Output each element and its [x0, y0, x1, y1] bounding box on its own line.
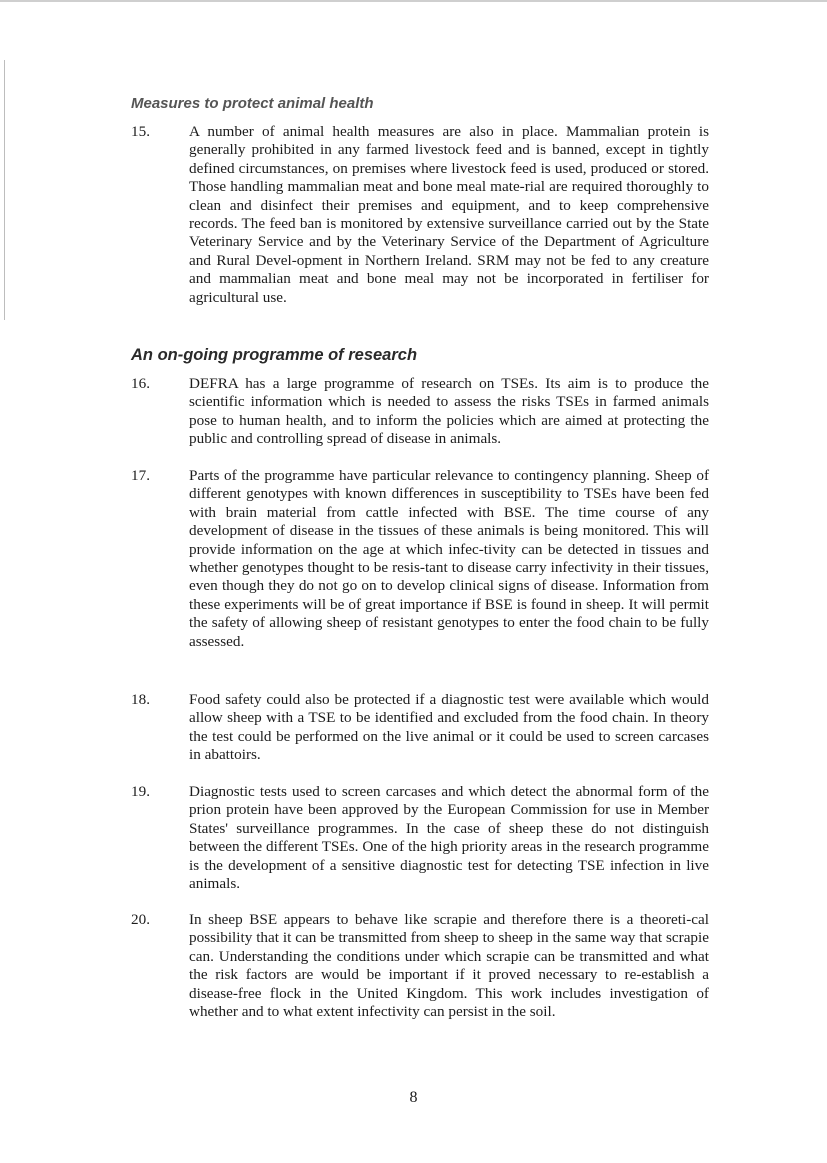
paragraph-15 — [131, 123, 709, 307]
scan-edge-top — [0, 0, 827, 2]
paragraph-20 — [131, 911, 709, 1021]
paragraph-number: 16. — [131, 375, 150, 392]
paragraph-17 — [131, 467, 709, 651]
paragraph-18 — [131, 691, 709, 765]
paragraph-number: 17. — [131, 467, 150, 484]
paragraph-19 — [131, 783, 709, 893]
paragraph-number: 15. — [131, 123, 150, 140]
page-number: 8 — [409, 1089, 418, 1106]
paragraph-text: Diagnostic tests used to screen carcases and which detect the abnormal form of the prion protein have been approved by the European Commission for use in Member States' surveillance programmes. In the case of sheep these do not distinguish between the different TSEs. One of the high priority areas in the research programme is the development of a sensitive diagnostic test for detecting TSE infection in live animals. — [189, 783, 709, 893]
section-heading-research: An on-going programme of research — [131, 346, 418, 364]
paragraph-text: A number of animal health measures are also in place. Mammalian protein is generally prohibited in any farmed livestock feed and is banned, except in tightly defined circumstances, on premises where livestock feed is used, produced or stored. Those handling mammalian meat and bone meal mate-rial are required thoroughly to clean and disinfect their premises and equipment, and to keep comprehensive records. The feed ban is monitored by extensive surveillance carried out by the State Veterinary Service and by the Veterinary Service of the Department of Agriculture and Rural Devel-opment in Northern Ireland. SRM may not be fed to any creature and mammalian meat and bone meal may not be incorporated in fertiliser for agricultural use. — [189, 123, 709, 306]
paragraph-text: Food safety could also be protected if a diagnostic test were available which would allow sheep with a TSE to be identified and excluded from the food chain. In theory the test could be performed on the live animal or it could be used to screen carcases in abattoirs. — [189, 691, 709, 764]
section-heading-animal-health: Measures to protect animal health — [131, 95, 374, 112]
paragraph-number: 19. — [131, 783, 150, 800]
paragraph-number: 20. — [131, 911, 150, 928]
paragraph-text: In sheep BSE appears to behave like scrapie and therefore there is a theoreti-cal possibility that it can be transmitted from sheep to sheep in the same way that scrapie can. Understanding the conditions under which scrapie can be transmitted and what the risk factors are would be important if it proved necessary to re-establish a disease-free flock in the United Kingdom. This work includes investigation of whether and to what extent infectivity can persist in the soil. — [189, 911, 709, 1021]
scan-edge-left — [4, 60, 5, 320]
paragraph-number: 18. — [131, 691, 150, 708]
paragraph-text: DEFRA has a large programme of research on TSEs. Its aim is to produce the scientific information which is needed to assess the risks TSEs in farmed animals pose to human health, and to inform the policies which are aimed at protecting the public and controlling spread of disease in animals. — [189, 375, 709, 448]
paragraph-text: Parts of the programme have particular relevance to contingency planning. Sheep of different genotypes with known differences in susceptibility to TSEs have been fed with brain material from cattle infected with BSE. The time course of any development of disease in the tissues of these animals is being monitored. This will provide information on the age at which infec-tivity can be detected in tissues and whether genotypes thought to be resis-tant to disease carry infectivity in their tissues, even though they do not go on to develop clinical signs of disease. Information from these experiments will be of great importance if BSE is found in sheep. It will permit the safety of allowing sheep of resistant genotypes to enter the food chain to be fully assessed. — [189, 467, 709, 650]
paragraph-16 — [131, 375, 709, 449]
